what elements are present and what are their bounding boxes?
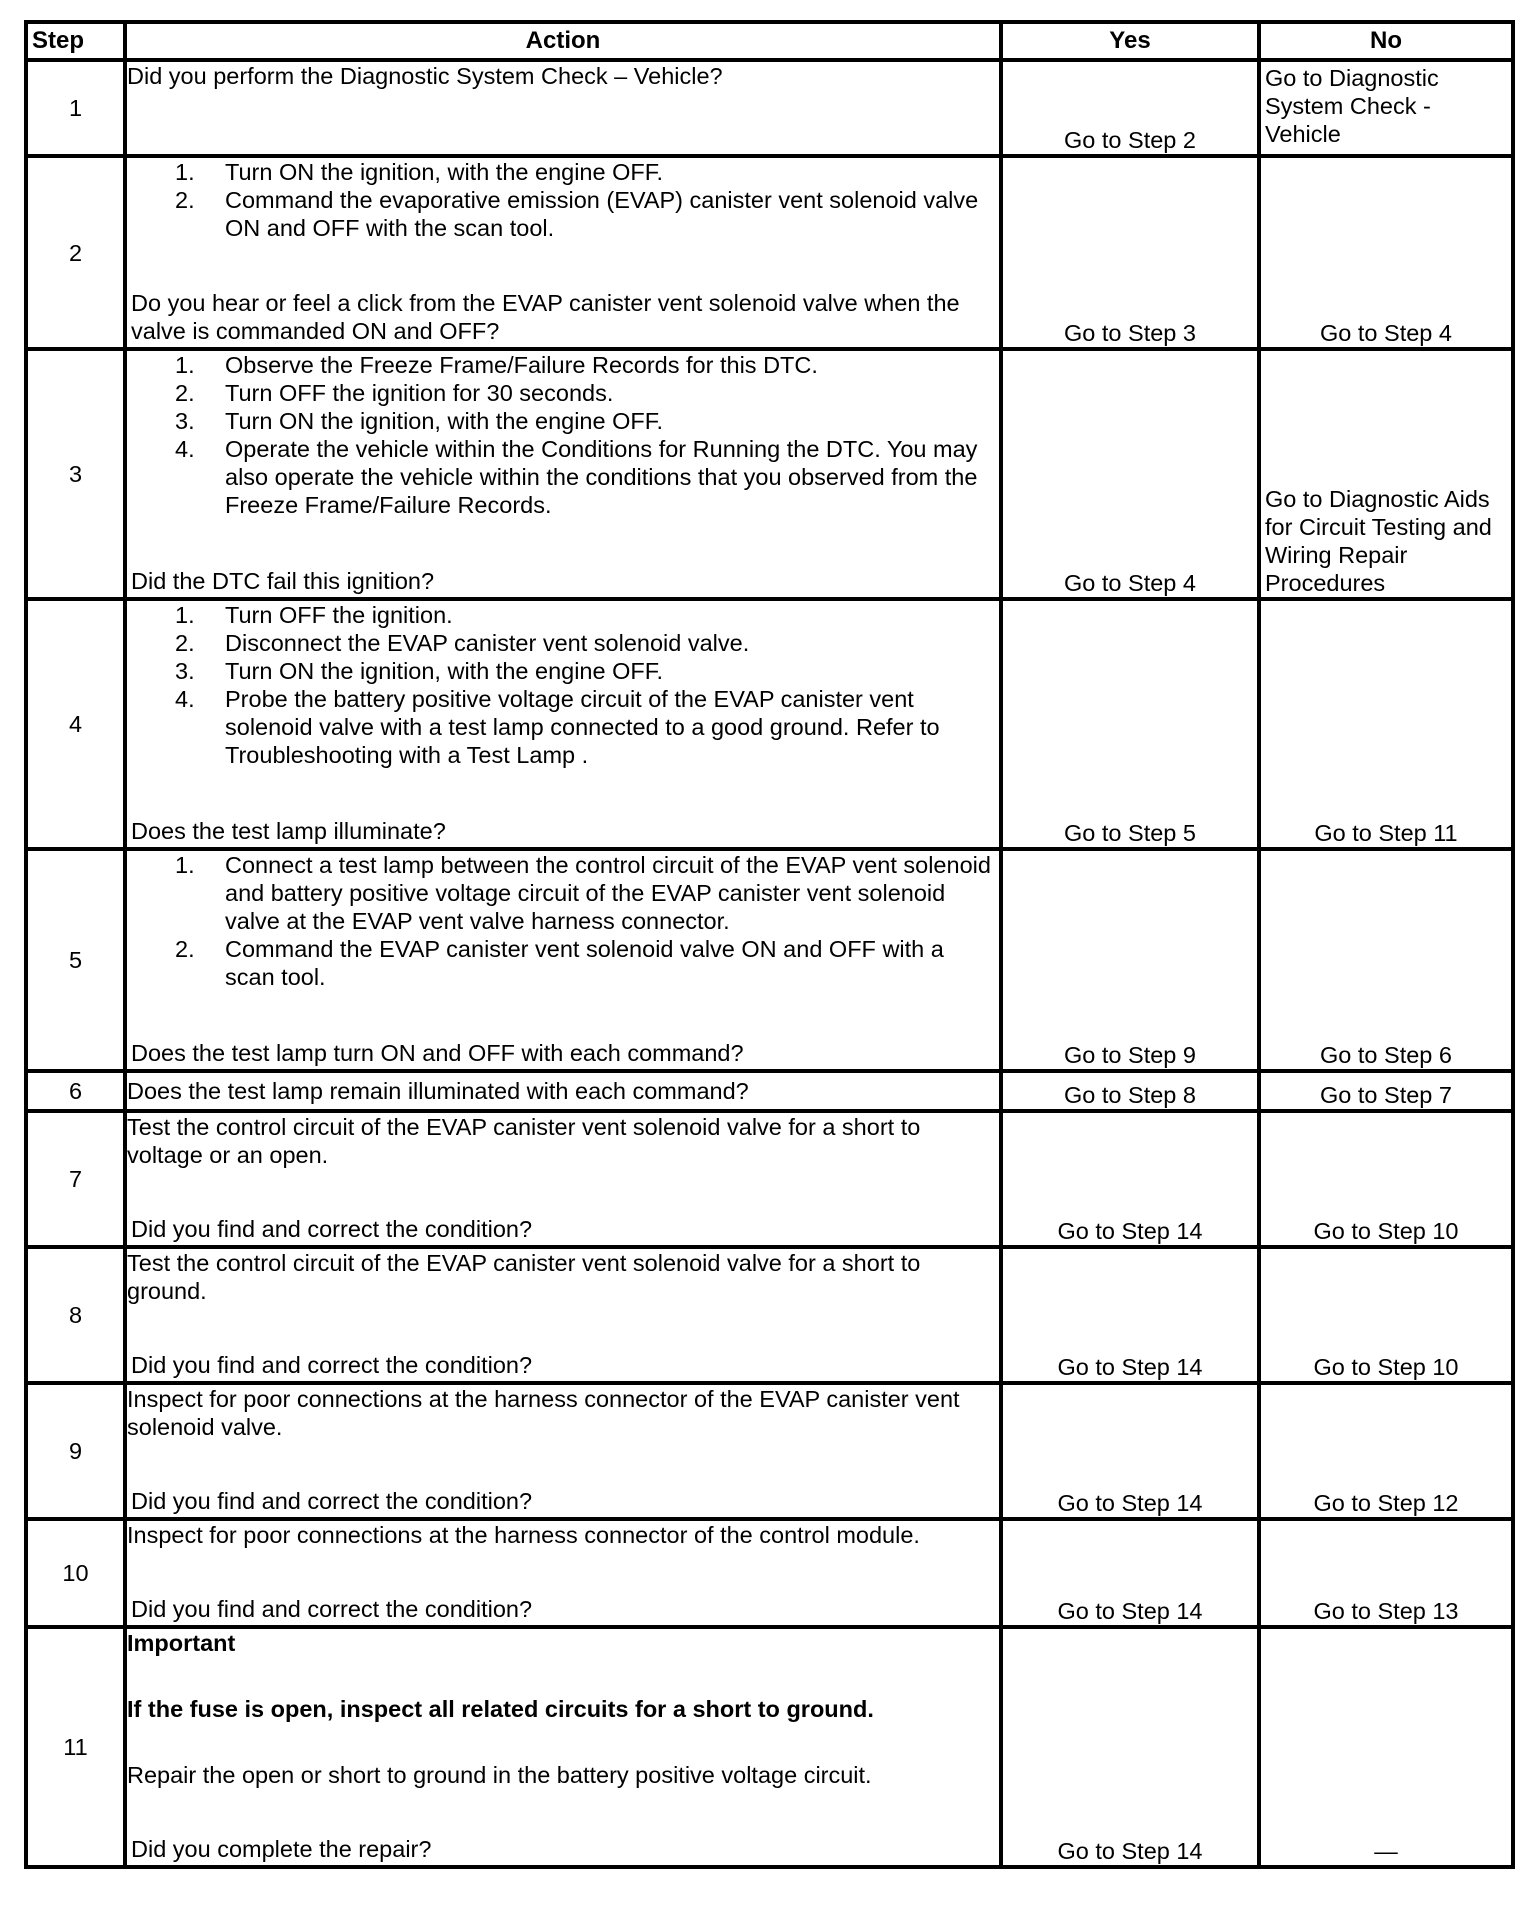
action-step-item: 1. Turn OFF the ignition. [175,602,453,628]
no-cell: Go to Step 10 [1259,1111,1513,1247]
action-steps [127,851,999,991]
yes-cell: Go to Step 14 [1001,1247,1259,1383]
action-question: Does the test lamp illuminate? [131,818,446,844]
action-cell [125,1111,1001,1247]
action-cell [125,599,1001,849]
yes-cell: Go to Step 4 [1001,349,1259,599]
action-steps [127,601,999,769]
action-cell [125,849,1001,1071]
header-no: No [1259,22,1513,60]
action-step-item: 2. Command the evaporative emission (EVAP) canister vent solenoid valve ON and OFF with the scan tool. [175,187,979,241]
table-row [26,156,1513,349]
table-row [26,60,1513,156]
header-yes: Yes [1001,22,1259,60]
step-number: 4 [26,599,125,849]
yes-cell: Go to Step 8 [1001,1071,1259,1111]
action-cell [125,60,1001,156]
no-cell: — [1259,1627,1513,1867]
action-steps [127,351,999,519]
table-row [26,349,1513,599]
yes-cell: Go to Step 14 [1001,1519,1259,1627]
table-row [26,599,1513,849]
header-step: Step [26,22,125,60]
step-number: 8 [26,1247,125,1383]
step-number: 2 [26,156,125,349]
table-row [26,1071,1513,1111]
no-cell: Go to Step 11 [1259,599,1513,849]
action-cell [125,1383,1001,1519]
no-cell: Go to Step 13 [1259,1519,1513,1627]
action-step-item: 4. Operate the vehicle within the Conditions for Running the DTC. You may also operate the vehicle within the conditions that you observed from the Freeze Frame/Failure Records. [175,436,978,518]
yes-cell: Go to Step 9 [1001,849,1259,1071]
step-number: 6 [26,1071,125,1111]
no-cell: Go to Step 12 [1259,1383,1513,1519]
action-question: Do you hear or feel a click from the EVAP canister vent solenoid valve when the valve is commanded ON and OFF? [131,290,960,344]
action-step-item: 3. Turn ON the ignition, with the engine OFF. [175,658,664,684]
no-cell: Go to Step 6 [1259,849,1513,1071]
step-number: 9 [26,1383,125,1519]
action-step-item: 1. Turn ON the ignition, with the engine OFF. [175,159,664,185]
yes-cell: Go to Step 14 [1001,1111,1259,1247]
action-step-item: 1. Observe the Freeze Frame/Failure Records for this DTC. [175,352,818,378]
no-cell: Go to Diagnostic System Check - Vehicle [1259,60,1513,156]
action-text: Test the control circuit of the EVAP canister vent solenoid valve for a short to voltage or an open. [127,1114,921,1168]
yes-cell: Go to Step 2 [1001,60,1259,156]
action-step-item: 2. Command the EVAP canister vent solenoid valve ON and OFF with a scan tool. [175,936,944,990]
table-row [26,1111,1513,1247]
action-step-item: 4. Probe the battery positive voltage circuit of the EVAP canister vent solenoid valve with a test lamp connected to a good ground. Refer to Troubleshooting with a Test Lamp . [175,686,940,768]
step-number: 5 [26,849,125,1071]
table-row [26,1627,1513,1867]
action-text: Inspect for poor connections at the harness connector of the EVAP canister vent solenoid valve. [127,1386,960,1440]
yes-cell: Go to Step 14 [1001,1383,1259,1519]
table-row [26,849,1513,1071]
table-row [26,1247,1513,1383]
diagnostic-table [24,20,1515,1869]
no-cell: Go to Step 10 [1259,1247,1513,1383]
action-text: Does the test lamp remain illuminated with each command? [127,1078,749,1104]
action-question: Does the test lamp turn ON and OFF with each command? [131,1040,744,1066]
no-cell: Go to Step 4 [1259,156,1513,349]
action-step-item: 2. Turn OFF the ignition for 30 seconds. [175,380,614,406]
step-number: 10 [26,1519,125,1627]
action-step-item: 1. Connect a test lamp between the control circuit of the EVAP vent solenoid and battery positive voltage circuit of the EVAP canister vent solenoid valve at the EVAP vent valve harness connector. [175,852,991,934]
yes-cell: Go to Step 3 [1001,156,1259,349]
yes-cell: Go to Step 5 [1001,599,1259,849]
action-text: Inspect for poor connections at the harness connector of the control module. [127,1522,920,1548]
action-step-item: 2. Disconnect the EVAP canister vent solenoid valve. [175,630,750,656]
action-question: Did you find and correct the condition? [131,1596,533,1622]
action-question: Did you find and correct the condition? [131,1352,533,1378]
action-cell [125,1519,1001,1627]
step-number: 11 [26,1627,125,1867]
action-question: Did you find and correct the condition? [131,1216,533,1242]
step-number: 3 [26,349,125,599]
action-cell [125,349,1001,599]
table-row [26,1519,1513,1627]
no-cell: Go to Diagnostic Aids for Circuit Testing and Wiring Repair Procedures [1259,349,1513,599]
action-cell [125,1071,1001,1111]
step-number: 7 [26,1111,125,1247]
action-text: Repair the open or short to ground in the battery positive voltage circuit. [127,1762,872,1788]
action-question: Did the DTC fail this ignition? [131,568,435,594]
action-steps [127,158,999,242]
step-number: 1 [26,60,125,156]
action-text: Test the control circuit of the EVAP canister vent solenoid valve for a short to ground. [127,1250,921,1304]
yes-cell: Go to Step 14 [1001,1627,1259,1867]
important-text: If the fuse is open, inspect all related circuits for a short to ground. [127,1696,874,1722]
action-cell [125,1247,1001,1383]
action-cell [125,156,1001,349]
table-row [26,1383,1513,1519]
action-question: Did you find and correct the condition? [131,1488,533,1514]
action-question: Did you complete the repair? [131,1836,432,1862]
action-step-item: 3. Turn ON the ignition, with the engine OFF. [175,408,664,434]
table-header-row [26,22,1513,60]
important-label: Important [127,1630,236,1656]
header-action: Action [125,22,1001,60]
action-cell [125,1627,1001,1867]
no-cell: Go to Step 7 [1259,1071,1513,1111]
action-text: Did you perform the Diagnostic System Check – Vehicle? [127,63,723,89]
